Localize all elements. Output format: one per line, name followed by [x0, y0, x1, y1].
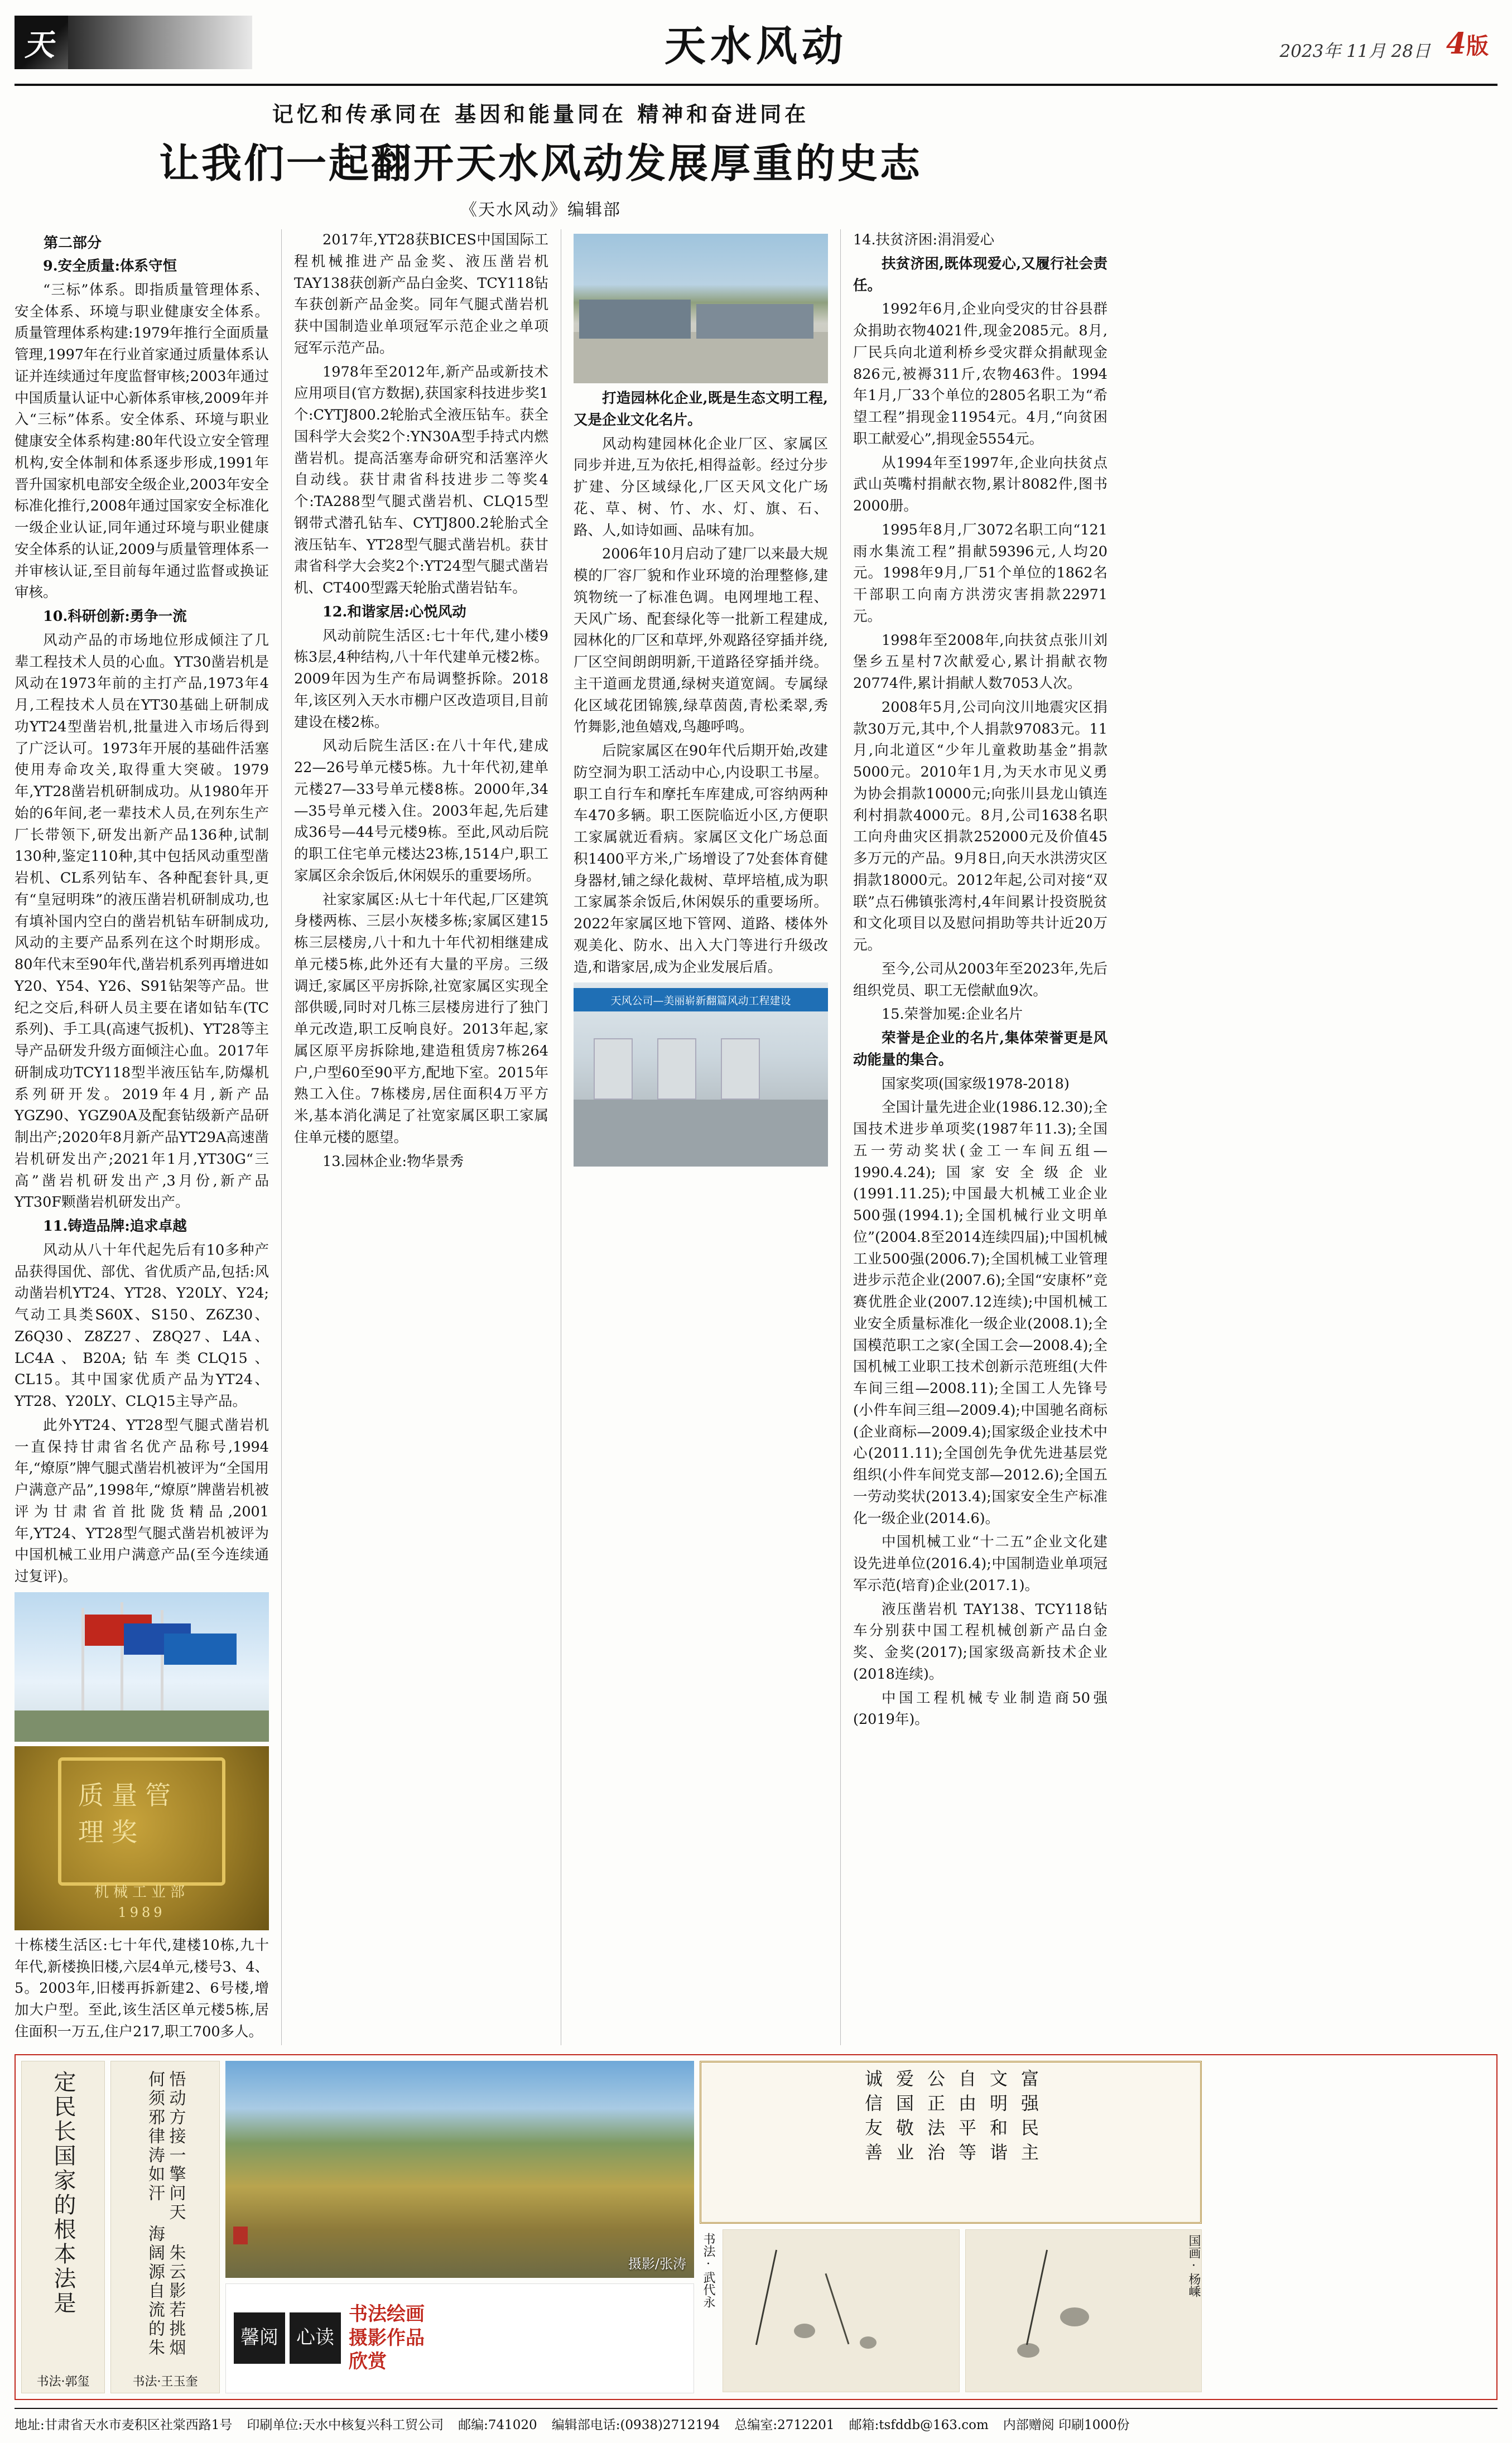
promo-line-2: 摄影作品: [349, 2326, 425, 2349]
promo-banner[interactable]: [225, 2283, 694, 2393]
paragraph: 社家家属区:从七十年代起,厂区建筑身楼两栋、三层小灰楼多栋;家属区建15栋三层楼房,八十和九十年代初相继建成单元楼5栋,此外还有大量的平房。三级调迁,家属区平房拆除,社宽家属区实现全部供暖,同时对几栋三层楼房进行了独门单元改造,职工反响良好。2013年起,家属区原平房拆除地,建造租赁房7栋264户,户型60至90平方,配地下室。2015年熟工入住。7栋楼房,居住面积4万平方米,基本消化满足了社宽家属区职工家属住单元楼的愿望。: [294, 891, 548, 1146]
paragraph: 风动构建园林化企业厂区、家属区同步并进,互为依托,相得益彰。经过分步扩建、分区域绿化,厂区天风文化广场花、草、树、竹、水、灯、旗、石、路、人,如诗如画、品味有加。: [574, 435, 828, 539]
values-col-4: 公正法治: [924, 2069, 946, 2167]
calligraphy-scroll-1: [21, 2061, 105, 2393]
column-1: [15, 229, 269, 2045]
masthead-gradient-strip: [68, 16, 252, 69]
column-4: [853, 229, 1107, 1733]
paragraph: 风动从八十年代起先后有10多种产品获得国优、部优、省优质产品,包括:风动凿岩机YT24、YT28、Y20LY、Y24;气动工具类S60X、S150、Z6Z30、Z6Q30、Z8Z27、Z8Q27、L4A、LC4A、B20A;钻车类CLQ15、CL15。其中国家优质产品为YT24、YT28、Y20LY、CLQ15主导产品。: [15, 1241, 269, 1410]
values-col-6: 诚信友善: [862, 2069, 883, 2167]
calligraphy-text-2: 悟动方接一擎问天 朱云影若挑烟 何须邪律涛如汗 海阔源自流的朱: [145, 2070, 186, 2358]
promo-line-3: 欣赏: [349, 2350, 387, 2373]
section-heading: 打造园林化企业,既是生态文明工程,又是企业文化名片。: [574, 390, 828, 428]
medal-year: 1989: [118, 1904, 166, 1920]
paragraph: 2006年10月启动了建厂以来最大规模的厂容厂貌和作业环境的治理整修,建筑物统一了标准色调。电网埋地工程、天风广场、配套绿化等一批新工程建成,园林化的厂区和草坪,外观路径穿插并绕,厂区空间朗朗明新,干道路径穿插并绕。主干道画龙贯通,绿树夹道宽阔。专属绿化区域花团锦簇,绿草茵茵,青松柔翠,秀竹舞影,池鱼嬉戏,鸟趣呼鸣。: [574, 546, 828, 736]
logo-glyph: 天: [23, 26, 59, 62]
right-gallery-stack: [700, 2061, 1202, 2393]
promo-text: [349, 2302, 425, 2374]
paragraph: 国家奖项(国家级1978-2018): [882, 1075, 1070, 1092]
plant-aerial-photo: [574, 234, 828, 383]
footer-general-office: 总编室:2712201: [734, 2417, 835, 2432]
landscape-photo: [225, 2061, 694, 2278]
footer-address: 地址:甘肃省天水市麦积区社棠西路1号: [15, 2417, 233, 2432]
paragraph: 中国机械工业“十二五”企业文化建设先进单位(2016.4);中国制造业单项冠军示范(培育)企业(2017.1)。: [853, 1534, 1107, 1594]
paragraph: 1995年8月,厂3072名职工向“121雨水集流工程”捐献59396元,人均20元。1998年9月,厂51个单位的1862名干部职工向南方洪涝灾害捐款22971元。: [853, 521, 1107, 625]
ink-painting-2: [965, 2229, 1202, 2392]
promo-line-1: 书法绘画: [349, 2303, 425, 2326]
column-divider: [840, 229, 841, 2045]
values-col-5: 爱国敬业: [893, 2069, 914, 2167]
paragraph: 中国工程机械专业制造商50强(2019年)。: [853, 1689, 1107, 1728]
core-values-calligraphy: [700, 2061, 1202, 2224]
calligraphy-scroll-2: [110, 2061, 220, 2393]
page-title: 让我们一起翻开天水风动发展厚重的史志: [158, 139, 922, 187]
paragraph: 1998年至2008年,向扶贫点张川刘堡乡五星村7次献爱心,累计捐献衣物20774件,累计捐献人数7053人次。: [853, 632, 1107, 692]
footer-postcode: 邮编:741020: [458, 2417, 537, 2432]
promo-char-1b: 阅: [259, 2326, 278, 2349]
section-heading: 荣誉是企业的名片,集体荣誉更是风动能量的集合。: [853, 1030, 1107, 1068]
workshop-banner: 天风公司—美丽崭新翻篇风动工程建设: [574, 988, 828, 1011]
section-heading: 12.和谐家居:心悦风动: [322, 603, 466, 620]
paragraph: “三标”体系。即指质量管理体系、安全体系、环境与职业健康安全体系。质量管理体系构建:1979年推行全面质量管理,1997年在行业首家通过质量体系认证并连续通过年度监督审核;2003年通过中国质量认证中心新体系审核,2009年并入“三标”体系。安全体系、环境与职业健康安全体系构建:80年代设立安全管理机构,安全体制和体系逐步形成,1991年晋升国家机电部安全级企业,2003年安全标准化推行,2008年通过国家安全标准化一级企业认证,同年通过环境与职业健康安全体系的认证,2009与质量管理体系一并审核认证,至目前每年通过监督或换证审核。: [15, 281, 269, 601]
workshop-photo: [574, 982, 828, 1167]
page-footer: [15, 2408, 1497, 2443]
section-heading: 10.科研创新:勇争一流: [43, 608, 187, 625]
medal-text-top: 质量管理奖: [78, 1780, 179, 1847]
paragraph: 液压凿岩机 TAY138、TCY118钻车分别获中国工程机械创新产品白金奖、金奖(2017);国家级高新技术企业(2018连续)。: [853, 1601, 1107, 1683]
paragraph: 14.扶贫济困:涓涓爱心: [853, 232, 995, 248]
calligraphy-label-2: 书法·王玉奎: [132, 2374, 198, 2389]
page-number: [1446, 27, 1489, 61]
paragraph: 15.荣誉加冕:企业名片: [882, 1006, 1023, 1023]
paragraph: 1978年至2012年,新产品或新技术应用项目(官方数据),获国家科技进步奖1个:CYTJ800.2轮胎式全液压钻车。获全国科学大会奖2个:YN30A型手持式内燃凿岩机。提高活塞寿命研究和活塞淬火自动线。获甘肃省科技进步二等奖4个:TA288型气腿式凿岩机、CLQ15型钢带式潜孔钻车、CYTJ800.2轮胎式全液压钻车、YT28型气腿式凿岩机。获甘肃省科学大会奖2个:YT24型气腿式凿岩机、CT400型露天轮胎式凿岩钻车。: [294, 363, 548, 596]
issue-date: 2023年 11月 28日: [1279, 41, 1431, 61]
photo-and-promo-stack: [225, 2061, 694, 2393]
footer-printer: 印刷单位:天水中核复兴科工贸公司: [247, 2417, 444, 2432]
page-number-value: 4: [1446, 27, 1466, 61]
footer-email: 邮箱:tsfddb@163.com: [849, 2417, 989, 2432]
promo-char-1a: 馨: [240, 2326, 259, 2349]
paragraph: 风动产品的市场地位形成倾注了几辈工程技术人员的心血。YT30凿岩机是风动在1973年前的主打产品,1973年4月,工程技术人员在YT30基础上研制成功YT24型凿岩机,批量进入市场后得到了广泛认可。1973年开展的基础件活塞使用寿命攻关,取得重大突破。1979年,YT28凿岩机研制成功。从1980年开始的6年间,老一辈技术人员,在列东生产厂长带领下,研发出新产品136种,试制130种,鉴定110种,其中包括风动重型凿岩机、CL系列钻车、各种配套针具,更有“皇冠明珠”的液压凿岩机研制成功,也有填补国内空白的凿岩机钻车研制成功,风动的主要产品系列在这个时期形成。80年代末至90年代,凿岩机系列再增进如Y20、Y54、Y26、S91钻架等产品。世纪之交后,科研人员主要在诸如钻车(TC系列)、手工具(高速气扳机)、YT28等主导产品研发升级方面倾注心血。2017年研制成功TCY118型半液压钻车,防爆机系列研开发。2019年4月,新产品YGZ90、YGZ90A及配套钻级新产品研制出产;2020年8月新产品YT29A高速凿岩机研发出产;2021年1月,YT30G“三高”凿岩机研发出产,3月份,新产品YT30F颗凿岩机研发出产。: [15, 632, 269, 1211]
paragraph: 十栋楼生活区:七十年代,建楼10栋,九十年代,新楼换旧楼,六层4单元,楼号3、4、5。2003年,旧楼再拆新建2、6号楼,增加大户型。至此,该生活区单元楼5栋,居住面积一万五,住户217,职工700多人。: [15, 1936, 269, 2040]
values-label: 书法·武代永: [701, 2232, 715, 2308]
paragraph: 风动后院生活区:在八十年代,建成22—26号单元楼5栋。九十年代初,建单元楼27—33号单元楼8栋。2000年,34—35号单元楼入住。2003年起,先后建成36号—44号元楼9栋。至此,风动后院的职工住宅单元楼达23栋,1514户,职工家属区余余饭后,休闲娱乐的重要场所。: [294, 738, 548, 884]
paragraph: 后院家属区在90年代后期开始,改建防空洞为职工活动中心,内设职工书屋。职工自行车和摩托车库建成,可容纳两种车470多辆。职工医院临近小区,方便职工家属就近看病。家属区文化广场总面积1400平方米,广场增设了7处套体育健身器材,铺之绿化裁树、草坪培植,成为职工家属茶余饭后,休闲娱乐的重要场所。2022年家属区地下管网、道路、楼体外观美化、防水、出入大门等进行升级改造,和谐家居,成为企业发展后盾。: [574, 743, 828, 976]
promo-char-2a: 心: [296, 2326, 315, 2349]
headline-zone: [15, 86, 1067, 229]
paper-logo: [15, 16, 68, 69]
footer-editor-phone: 编辑部电话:(0938)2712194: [551, 2417, 720, 2432]
masthead: [15, 12, 1497, 86]
artist-seal: [233, 2227, 248, 2244]
paragraph: 1992年6月,企业向受灾的甘谷县群众捐助衣物4021件,现金2085元。8月,厂民兵向北道利桥乡受灾群众捐献现金826元,被褥311斤,农物463件。1994年1月,厂33个单位的2805名职工为“希望工程”捐现金11954元。4月,“向贫困职工献爱心”,捐现金5554元。: [853, 301, 1107, 447]
paragraph: 风动前院生活区:七十年代,建小楼9栋3层,4种结构,八十年代建单元楼2栋。2009年因为生产布局调整拆除。2018年,该区列入天水市棚户区改造项目,目前建设在楼2栋。: [294, 627, 548, 731]
calligraphy-label-1: 书法·郭玺: [36, 2374, 90, 2389]
promo-char-block-1: [234, 2312, 285, 2364]
footer-circulation: 内部赠阅 印刷1000份: [1003, 2417, 1130, 2432]
section-heading: 扶贫济困,既体现爱心,又履行社会责任。: [853, 255, 1107, 294]
column-2: [294, 229, 548, 1174]
promo-char-2b: 读: [315, 2326, 334, 2349]
paragraph: 2017年,YT28获BICES中国国际工程机械推进产品金奖、液压凿岩机TAY138获创新产品白金奖、TCY118钻车获创新产品金奖。同年气腿式凿岩机获中国制造业单项冠军示范企业之单项冠军示范产品。: [294, 232, 548, 356]
headline-kicker: 记忆和传承同在 基因和能量同在 精神和奋进同在: [272, 102, 810, 127]
medal-photo: [15, 1746, 269, 1930]
promo-char-block-2: [290, 2312, 341, 2364]
article-columns: [15, 229, 1497, 2045]
page-number-label: 版: [1466, 33, 1489, 59]
section-heading: 9.安全质量:体系守恒: [43, 258, 177, 274]
ink-paintings-row: [700, 2229, 1202, 2392]
medal-text-bottom: 机械工业部: [94, 1883, 190, 1901]
flags-photo: [15, 1592, 269, 1742]
calligraphy-text-1: 定民长国家的根本法是: [50, 2070, 76, 2316]
values-col-1: 富强民主: [1018, 2069, 1039, 2167]
photo-credit: 摄影/张涛: [628, 2256, 686, 2272]
section-heading: 11.铸造品牌:追求卓越: [43, 1218, 187, 1235]
paragraph: 至今,公司从2003年至2023年,先后组织党员、职工无偿献血9次。: [853, 960, 1107, 999]
column-divider: [281, 229, 282, 2045]
paragraph: 从1994年至1997年,企业向扶贫点武山英嘴村捐献衣物,累计8082件,图书2000册。: [853, 454, 1107, 514]
paper-title: 天水风动: [664, 22, 848, 70]
byline: 《天水风动》编辑部: [460, 200, 621, 220]
paragraph: 此外YT24、YT28型气腿式凿岩机一直保持甘肃省名优产品称号,1994年,“燎原”牌气腿式凿岩机被评为“全国用户满意产品”,1998年,“燎原”牌凿岩机被评为甘肃省首批陇货精品,2001年,YT24、YT28型气腿式凿岩机被评为中国机械工业用户满意产品(至今连续通过复评)。: [15, 1416, 269, 1585]
paragraph: 13.园林企业:物华景秀: [322, 1153, 464, 1170]
column-3: [574, 229, 828, 1171]
paragraph: 全国计量先进企业(1986.12.30);全国技术进步单项奖(1987年11.3);全国五一劳动奖状(金工一车间五组—1990.4.24);国家安全级企业(1991.11.25);中国最大机械工业企业500强(1994.1);全国机械行业文明单位”(2004.8至2014连续四届);中国机械工业500强(2006.7);全国机械工业管理进步示范企业(2007.6);全国“安康杯”竞赛优胜企业(2007.12连续);中国机械工业安全质量标准化一级企业(2008.1);全国模范职工之家(全国工会—2008.4);全国机械工业职工技术创新示范班组(大件车间三组—2008.11);全国工人先锋号(小件车间三组—2009.4);中国驰名商标(企业商标—2009.4);国家级企业技术中心(2011.11);全国创先争优先进基层党组织(小件车间党支部—2012.6);全国五一劳动奖状(2013.4);国家安全生产标准化一级企业(2014.6)。: [853, 1099, 1107, 1527]
values-col-3: 自由平等: [956, 2069, 977, 2167]
promo-title-blocks: [234, 2312, 341, 2364]
ink-painting-1: [723, 2229, 960, 2392]
art-gallery-section: [15, 2054, 1497, 2400]
paragraph: 2008年5月,公司向汶川地震灾区捐款30万元,其中,个人捐款97083元。11月,向北道区“少年儿童救助基金”捐款5000元。2010年1月,为天水市见义勇为协会捐款10000元;向张川县龙山镇连利村捐款4000元。8月,公司1638名职工向舟曲灾区捐款252000元及价值45多万元的产品。9月8日,向天水洪涝灾区捐款18000元。2012年起,公司对接“双联”点石佛镇张湾村,4年间累计投资脱贫和文化项目以及慰问捐助等共计近20万元。: [853, 698, 1107, 953]
ink-painting-label: 国画·杨嵊: [1187, 2234, 1201, 2297]
part-label: 第二部分: [44, 235, 102, 252]
values-col-2: 文明和谐: [987, 2069, 1008, 2167]
